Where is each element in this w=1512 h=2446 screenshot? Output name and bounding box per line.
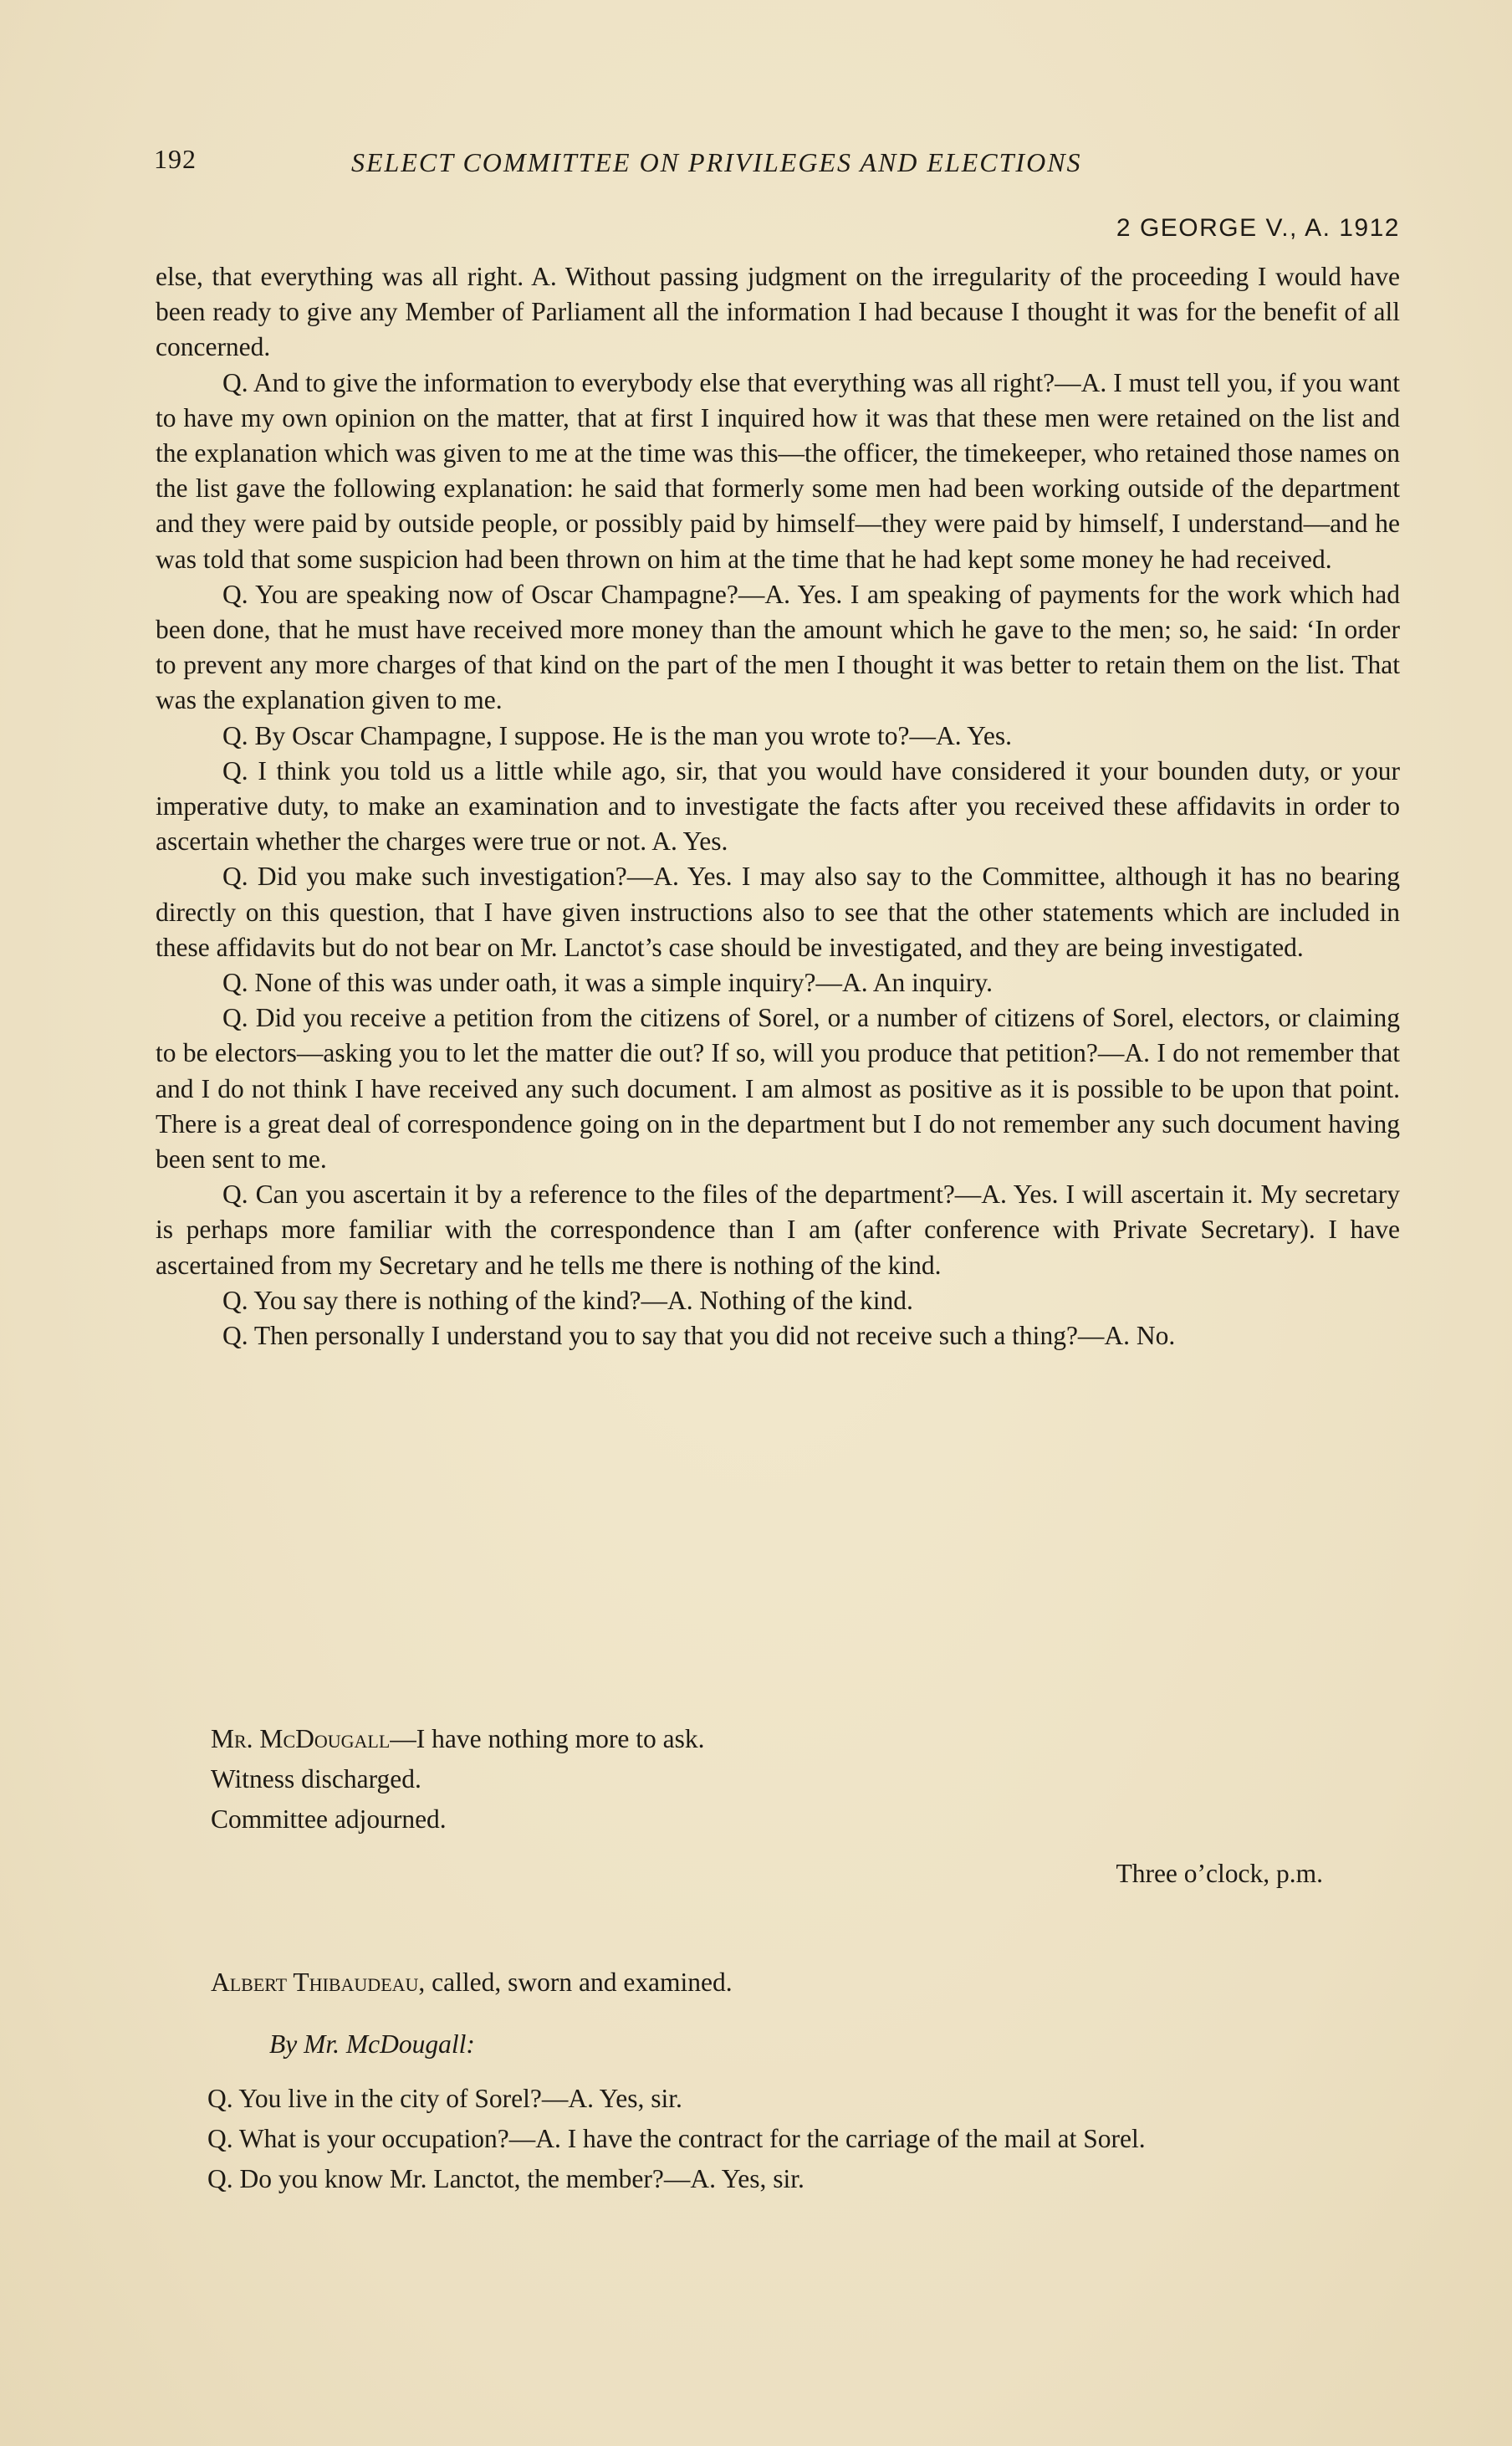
paragraph: Q. You are speaking now of Oscar Champagne?—A. Yes. I am speaking of payments for the work which had been done, that he must have received more money than the amount which he gave to the men; so, he said: ‘In order to prevent any more charges of that kind on the part of the men I thought it was better to retain them on the list. That was the explanation given to me. [156, 579, 1400, 715]
paragraph: Q. Did you make such investigation?—A. Yes. I may also say to the Committee, although it has no bearing directly on this question, that I have given instructions also to see that the other statements which are included in these affidavits but do not bear on Mr. Lanctot’s case should be investigated, and they are being investigated. [156, 862, 1400, 962]
witness-name: Albert Thibaudeau [211, 1968, 419, 1997]
paragraph: Q. And to give the information to everybody else that everything was all right?—A. I must tell you, if you want to have my own opinion on the matter, that at first I inquired how it was that these men were retained on the list and the explanation which was given to me at the time was this—the officer, the timekeeper, who retained those names on the list gave the following explanation: he said that formerly some men had been working outside of the department and they were paid by outside people, or possibly paid by himself—they were paid by himself, I understand—and he was told that some suspicion had been thrown on him at the time that he had kept some money he had received. [156, 367, 1400, 574]
paragraph: Q. Can you ascertain it by a reference to the files of the department?—A. Yes. I will ascertain it. My secretary is perhaps more familiar with the correspondence than I am (after conference with Private Secretary). I have ascertained from my Secretary and he tells me there is nothing of the kind. [156, 1180, 1400, 1280]
paragraph: Q. You say there is nothing of the kind?—A. Nothing of the kind. [222, 1285, 913, 1315]
testimony-body-2 [134, 2081, 1388, 2202]
paragraph: Q. You live in the city of Sorel?—A. Yes, sir. [207, 2084, 682, 2113]
session-label: 2 GEORGE V., A. 1912 [1116, 214, 1400, 242]
paragraph: Q. Did you receive a petition from the citizens of Sorel, or a number of citizens of Sorel, electors, or claiming to be electors—asking you to let the matter die out? If so, will you produce that petition?—A. I do not remember that and I do not think I have received any such document. I am almost as positive as it is possible to be upon that point. There is a great deal of correspondence going on in the department but I do not remember any such document having been sent to me. [156, 1003, 1400, 1174]
page-number: 192 [154, 144, 197, 174]
paragraph: Q. None of this was under oath, it was a simple inquiry?—A. An inquiry. [222, 968, 993, 998]
paragraph: Q. Then personally I understand you to say that you did not receive such a thing?—A. No. [222, 1321, 1176, 1351]
running-head: SELECT COMMITTEE ON PRIVILEGES AND ELECTIONS [351, 147, 1082, 177]
paragraph: Q. By Oscar Champagne, I suppose. He is the man you wrote to?—A. Yes. [222, 720, 1012, 750]
witness-discharged: Witness discharged. [211, 1764, 421, 1794]
committee-adjourned: Committee adjourned. [211, 1804, 447, 1834]
paragraph: Q. Do you know Mr. Lanctot, the member?—A. Yes, sir. [207, 2164, 805, 2193]
examiner-heading: By Mr. McDougall: [269, 2029, 475, 2059]
paragraph: else, that everything was all right. A. Without passing judgment on the irregularity of the proceeding I would have been ready to give any Member of Parliament all the information I had because I thought it was for the benefit of all concerned. [156, 262, 1400, 362]
speaker-line [211, 1722, 704, 1757]
paragraph: Q. What is your occupation?—A. I have the contract for the carriage of the mail at Sorel. [207, 2124, 1146, 2153]
witness-intro [211, 1968, 733, 1998]
speaker-remark: —I have nothing more to ask. [390, 1724, 705, 1753]
time-note: Three o’clock, p.m. [1116, 1859, 1323, 1888]
witness-intro-text: , called, sworn and examined. [418, 1968, 733, 1997]
speaker-name: Mr. McDougall [211, 1724, 391, 1753]
paragraph: Q. I think you told us a little while ago, sir, that you would have considered it your bounden duty, or your imperative duty, to make an examination and to investigate the facts after you received these affidavits in order to ascertain whether the charges were true or not. A. Yes. [156, 755, 1400, 857]
testimony-body [156, 259, 1400, 1353]
